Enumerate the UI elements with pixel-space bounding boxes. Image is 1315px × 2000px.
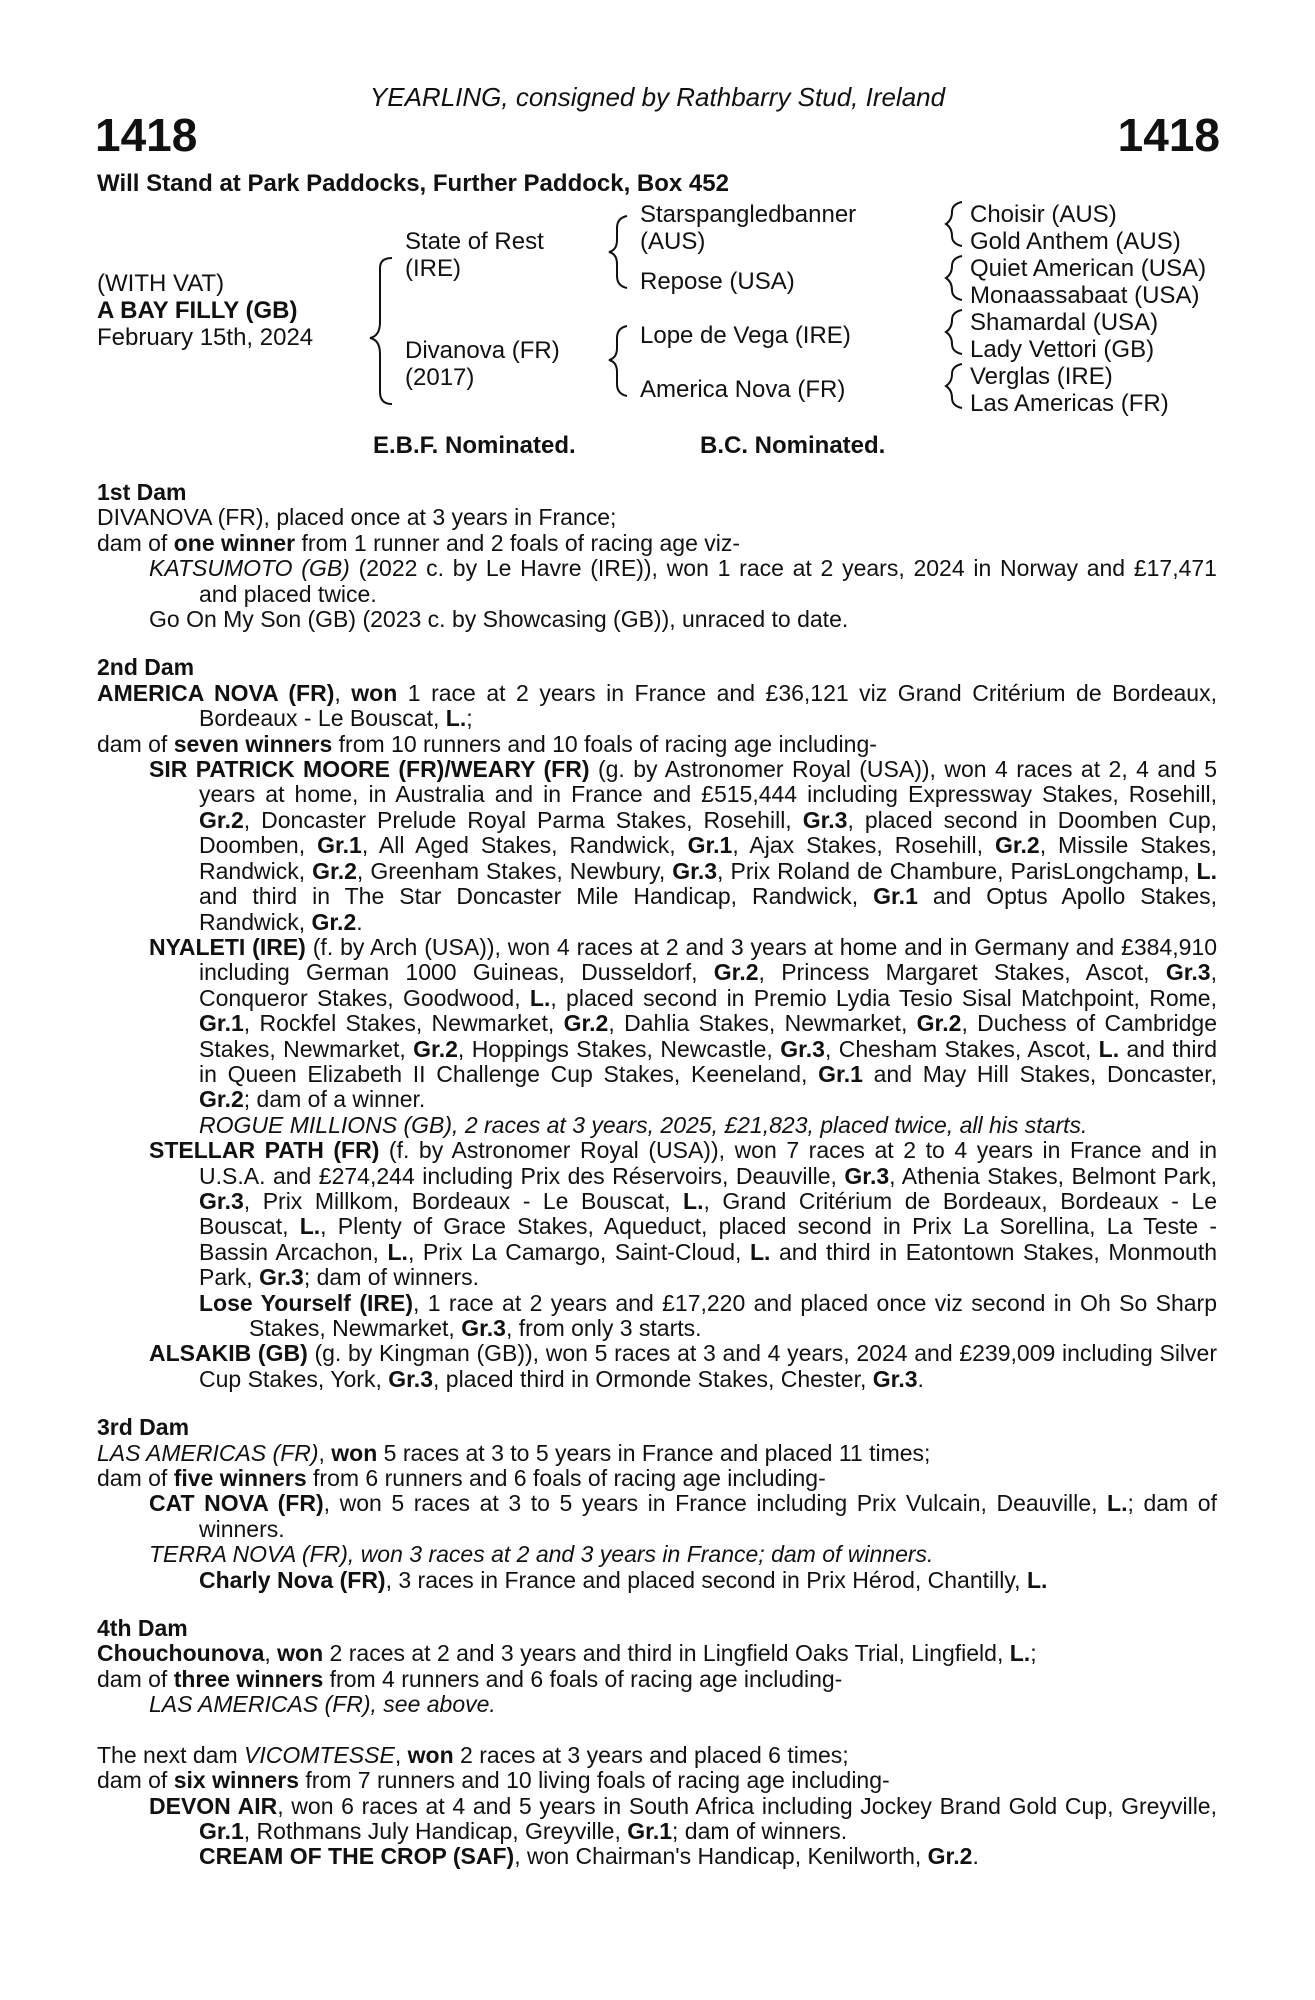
vat-note: (WITH VAT) (97, 270, 225, 297)
dam3-las-americas: LAS AMERICAS (FR), won 5 races at 3 to 5 years in France and placed 11 times; (97, 1439, 931, 1466)
ancestor-3: Quiet American (USA) (970, 255, 1207, 282)
progeny-alsakib: ALSAKIB (GB) (g. by Kingman (GB)), won 5 races at 3 and 4 years, 2024 and £239,009 including Silver Cup Stakes, York, Gr.3, placed third in Ormonde Stakes, Chester, Gr.3. (149, 1340, 1217, 1392)
dam2-dam-of: dam of seven winners from 10 runners and 10 foals of racing age including- (97, 730, 877, 757)
progeny-terra-nova: TERRA NOVA (FR), won 3 races at 2 and 3 years in France; dam of winners. (149, 1541, 934, 1568)
dam2-america-nova: AMERICA NOVA (FR), won 1 race at 2 years in France and £36,121 viz Grand Critérium de Bordeaux, Bordeaux - Le Bouscat, L.; (97, 679, 1217, 732)
progeny-nyaleti: NYALETI (IRE) (f. by Arch (USA)), won 4 races at 2 and 3 years at home and in Germany and £384,910 including German 1000 Guineas, Dusseldorf, Gr.2, Princess Margaret Stakes, Ascot, Gr.3, Conqueror Stakes, Goodwood, L., placed second in Premio Lydia Tesio Sisal Matchpoint, Rome, Gr.1, Rockfel Stakes, Newmarket, Gr.2, Dahlia Stakes, Newmarket, Gr.2, Duchess of Cambridge Stakes, Newmarket, Gr.2, Hoppings Stakes, Newcastle, Gr.3, Chesham Stakes, Ascot, L. and third in Queen Elizabeth II Challenge Cup Stakes, Keeneland, Gr.1 and May Hill Stakes, Doncaster, Gr.2; dam of a winner. (149, 933, 1218, 1113)
dam4-chouchounova: Chouchounova, won 2 races at 2 and 3 years and third in Lingfield Oaks Trial, Lingfield, L.; (97, 1640, 1037, 1667)
spacer (97, 1718, 1217, 1743)
brace-g78 (946, 364, 962, 408)
ancestor-5: Shamardal (USA) (970, 309, 1159, 336)
progeny-go-on-my-son: Go On My Son (GB) (2023 c. by Showcasing (GB)), unraced to date. (149, 606, 849, 633)
sire-country: (IRE) (405, 255, 461, 282)
section-4th-dam: 4th Dam (97, 1615, 188, 1642)
ancestor-1: Choisir (AUS) (970, 201, 1117, 228)
section-2nd-dam: 2nd Dam (97, 654, 195, 681)
sire-sire-country: (AUS) (640, 228, 706, 255)
dam-year: (2017) (405, 364, 475, 391)
ancestor-8: Las Americas (FR) (970, 390, 1169, 417)
bc-nominated: B.C. Nominated. (700, 432, 886, 459)
catalogue-body (97, 480, 1217, 1870)
ancestor-6: Lady Vettori (GB) (970, 336, 1155, 363)
brace-g56 (946, 310, 962, 354)
lot-number-left: 1418 (95, 109, 198, 161)
stand-location: Will Stand at Park Paddocks, Further Paddock, Box 452 (97, 170, 729, 197)
progeny-rogue-millions: ROGUE MILLIONS (GB), 2 races at 3 years, 2025, £21,823, placed twice, all his starts. (199, 1111, 1088, 1138)
progeny-las-americas-ref: LAS AMERICAS (FR), see above. (149, 1691, 496, 1718)
brace-g34 (946, 256, 962, 300)
sire-name: State of Rest (405, 228, 544, 255)
ancestor-7: Verglas (IRE) (970, 363, 1113, 390)
section-1st-dam: 1st Dam (97, 479, 187, 505)
ancestor-4: Monaassabaat (USA) (970, 282, 1200, 309)
sire-sire: Starspangledbanner (640, 201, 857, 228)
brace-dam (609, 326, 627, 396)
dam-sire: Lope de Vega (IRE) (640, 322, 851, 349)
brace-g12 (946, 202, 962, 246)
section-3rd-dam: 3rd Dam (97, 1414, 190, 1441)
progeny-lose-yourself: Lose Yourself (IRE), 1 race at 2 years and £17,220 and placed once viz second in Oh So Sharp Stakes, Newmarket, Gr.3, from only 3 starts. (199, 1289, 1217, 1341)
dam3-dam-of: dam of five winners from 6 runners and 6 foals of racing age including- (97, 1465, 826, 1492)
foaling-date: February 15th, 2024 (97, 324, 314, 351)
progeny-sir-patrick-moore: SIR PATRICK MOORE (FR)/WEARY (FR) (g. by Astronomer Royal (USA)), won 4 races at 2, 4 and 5 years at home, in Australia and in France and £515,444 including Expressway Stakes, Rosehill, Gr.2, Doncaster Prelude Royal Parma Stakes, Rosehill, Gr.3, placed second in Doomben Cup, Doomben, Gr.1, All Aged Stakes, Randwick, Gr.1, Ajax Stakes, Rosehill, Gr.2, Missile Stakes, Randwick, Gr.2, Greenham Stakes, Newbury, Gr.3, Prix Roland de Chambure, ParisLongchamp, L. and third in The Star Doncaster Mile Handicap, Randwick, Gr.1 and Optus Apollo Stakes, Randwick, Gr.2. (149, 756, 1217, 935)
progeny-stellar-path: STELLAR PATH (FR) (f. by Astronomer Royal (USA)), won 7 races at 2 to 4 years in France and in U.S.A. and £274,244 including Prix des Réservoirs, Deauville, Gr.3, Athenia Stakes, Belmont Park, Gr.3, Prix Millkom, Bordeaux - Le Bouscat, L., Grand Critérium de Bordeaux, Bordeaux - Le Bouscat, L., Plenty of Grace Stakes, Aqueduct, placed second in Prix La Sorellina, La Teste - Bassin Arcachon, L., Prix La Camargo, Saint-Cloud, L. and third in Eatontown Stakes, Monmouth Park, Gr.3; dam of winners. (149, 1137, 1218, 1291)
dam1-line: DIVANOVA (FR), placed once at 3 years in France; (97, 504, 617, 531)
progeny-cream-of-the-crop: CREAM OF THE CROP (SAF), won Chairman's Handicap, Kenilworth, Gr.2. (199, 1843, 979, 1870)
brace-sire (609, 216, 627, 288)
next-dam-vicomtesse: The next dam VICOMTESSE, won 2 races at 3 years and placed 6 times; (97, 1741, 849, 1768)
dam4-dam-of: dam of three winners from 4 runners and 6 foals of racing age including- (97, 1665, 843, 1692)
next-dam-dam-of: dam of six winners from 7 runners and 10 living foals of racing age including- (97, 1767, 890, 1794)
progeny-katsumoto: KATSUMOTO (GB) (2022 c. by Le Havre (IRE)), won 1 race at 2 years, 2024 in Norway and £17,471 and placed twice. (149, 555, 1217, 607)
progeny-charly-nova: Charly Nova (FR), 3 races in France and placed second in Prix Hérod, Chantilly, L. (199, 1566, 1048, 1593)
dam1-dam-of: dam of one winner from 1 runner and 2 foals of racing age viz- (97, 529, 741, 556)
progeny-cat-nova: CAT NOVA (FR), won 5 races at 3 to 5 years in France including Prix Vulcain, Deauville, L.; dam of winners. (149, 1490, 1217, 1542)
lot-number-right: 1418 (1117, 109, 1220, 161)
horse-name: A BAY FILLY (GB) (97, 297, 298, 324)
dam-name: Divanova (FR) (405, 337, 560, 364)
progeny-devon-air: DEVON AIR, won 6 races at 4 and 5 years in South Africa including Jockey Brand Gold Cup, Greyville, Gr.1, Rothmans July Handicap, Greyville, Gr.1; dam of winners. (149, 1792, 1217, 1844)
ebf-nominated: E.B.F. Nominated. (373, 432, 576, 459)
consignment-line: YEARLING, consigned by Rathbarry Stud, Ireland (369, 82, 946, 112)
ancestor-2: Gold Anthem (AUS) (970, 228, 1181, 255)
sire-dam: Repose (USA) (640, 268, 795, 295)
dam-dam: America Nova (FR) (640, 376, 846, 403)
brace-main (370, 258, 392, 404)
